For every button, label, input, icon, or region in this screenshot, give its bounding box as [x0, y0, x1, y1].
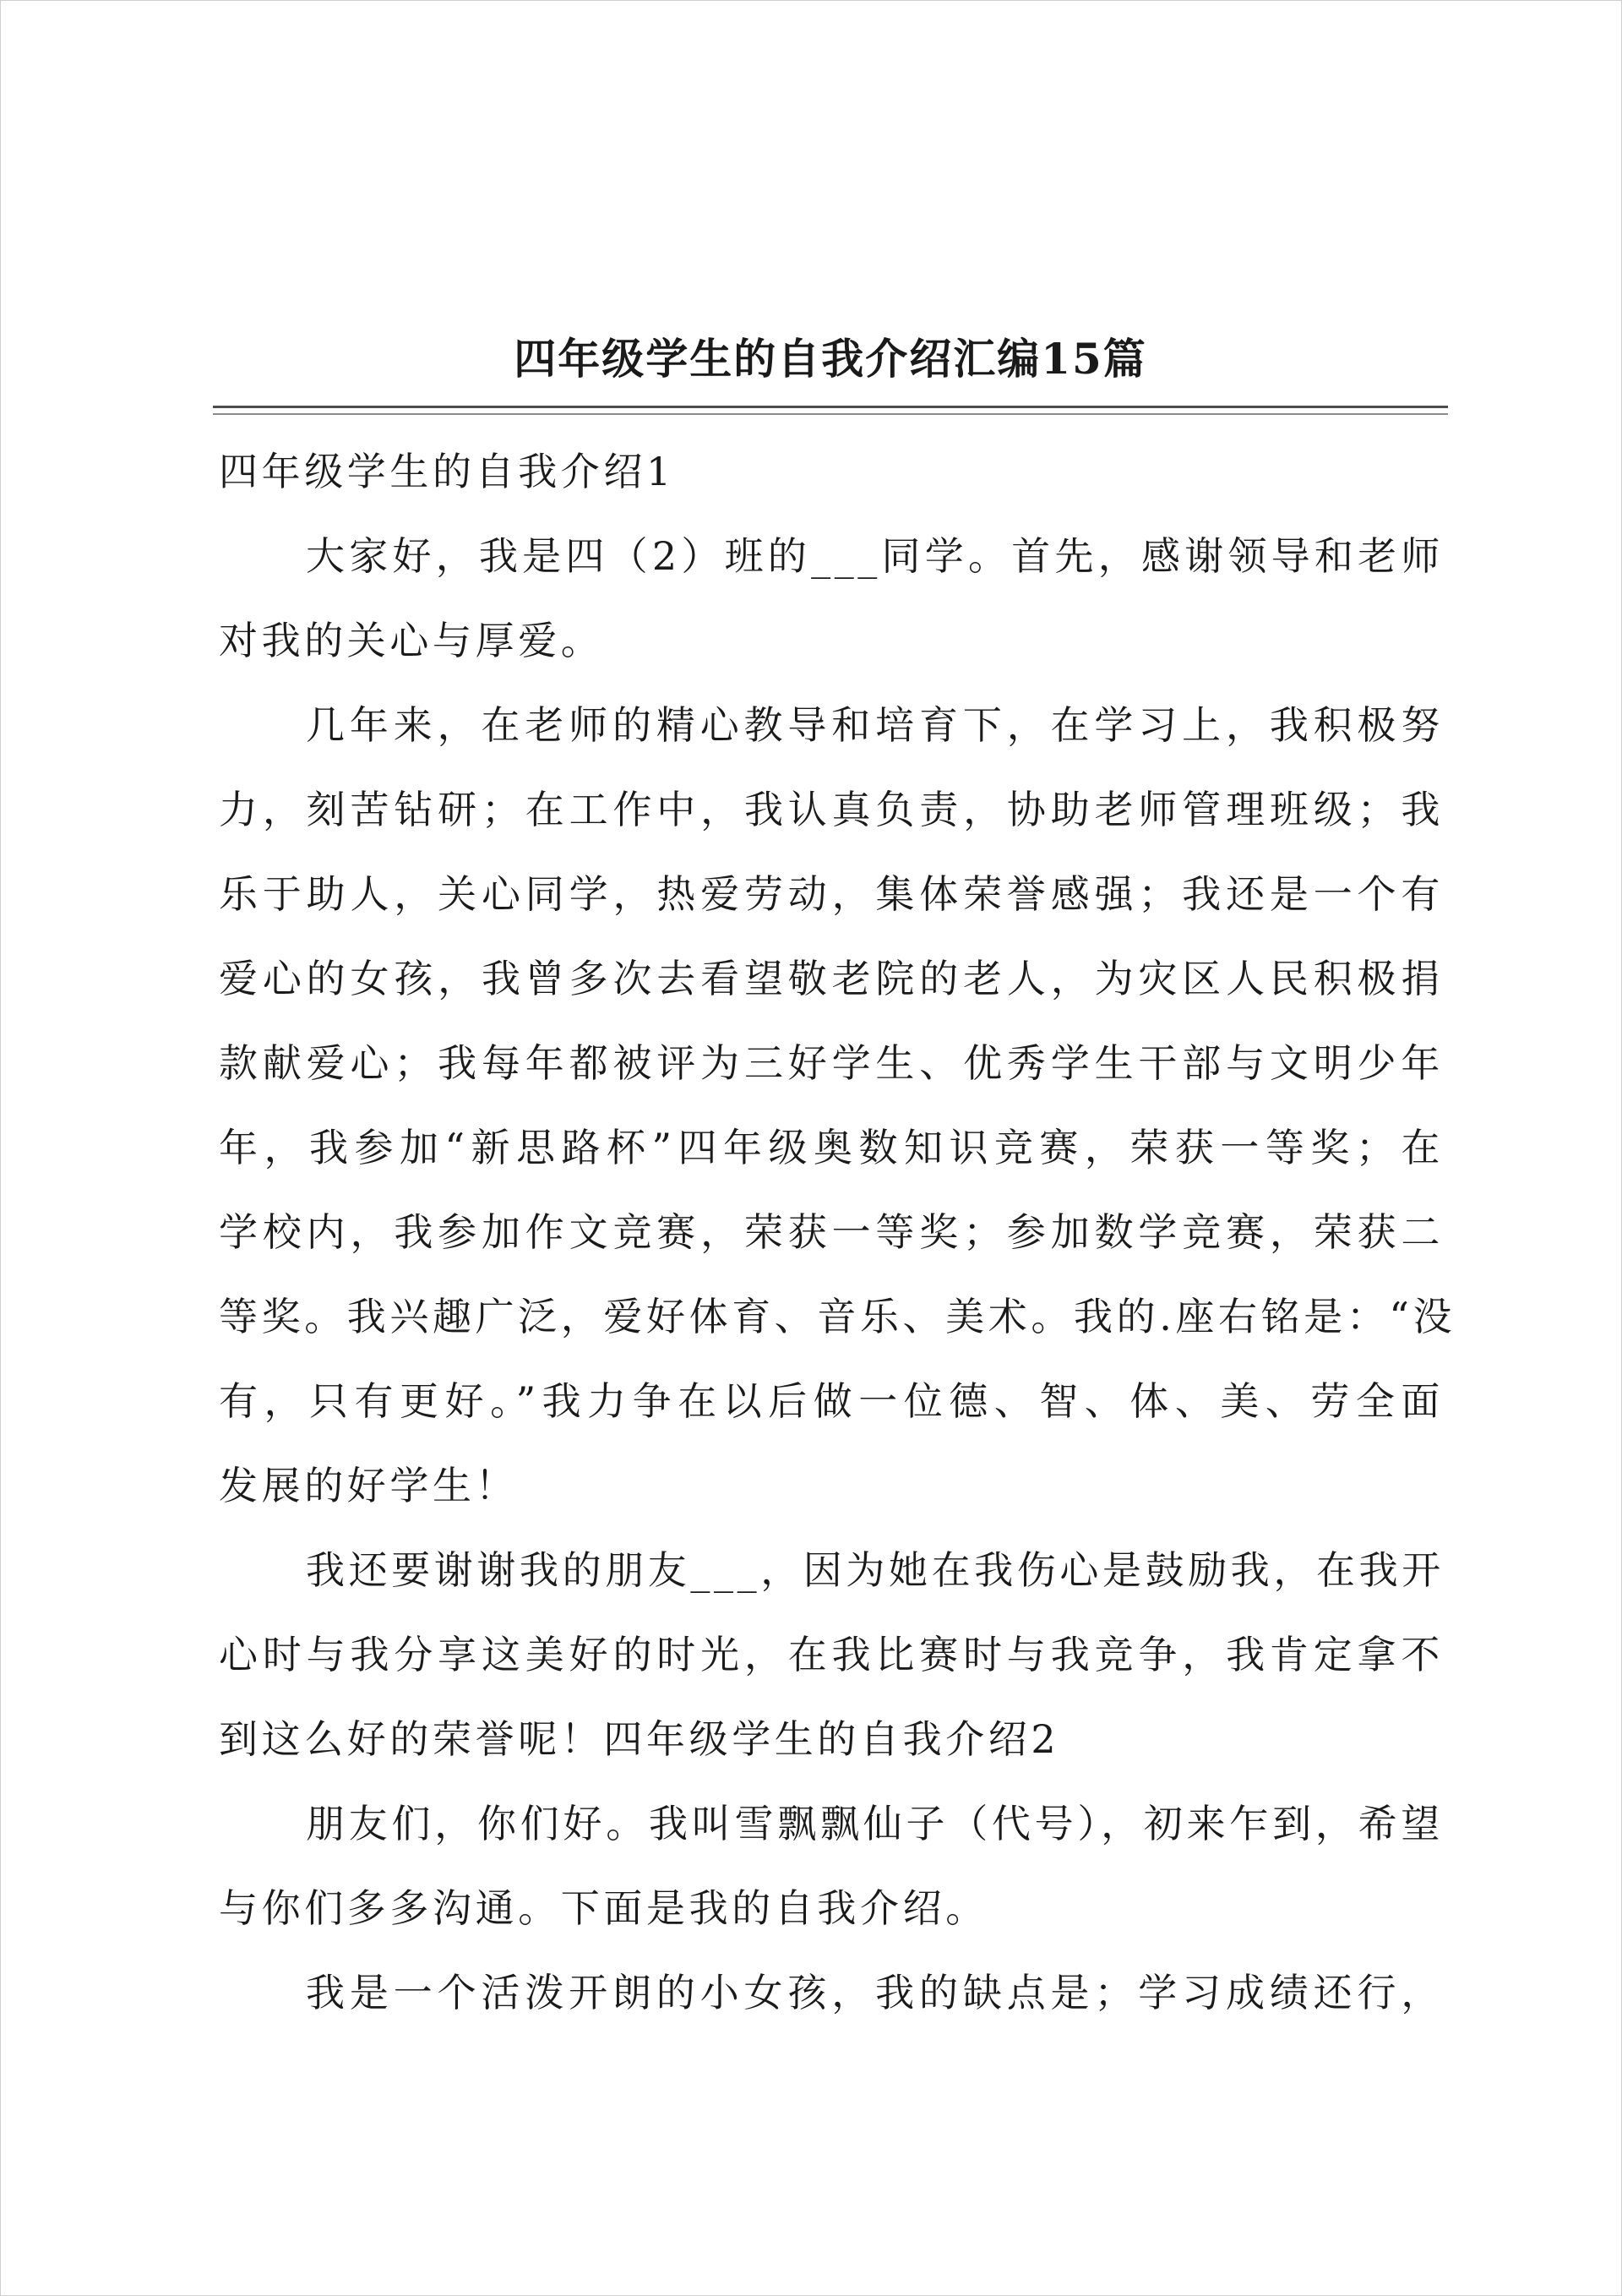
- paragraph-line: 到这么好的荣誉呢！四年级学生的自我介绍2: [219, 1716, 1060, 1762]
- paragraph-line: 心时与我分享这美好的时光，在我比赛时与我竞争，我肯定拿不: [219, 1632, 1444, 1677]
- section-heading-1: 四年级学生的自我介绍1: [219, 449, 675, 494]
- paragraph-line: 学校内，我参加作文竞赛，荣获一等奖；参加数学竞赛，荣获二: [219, 1209, 1444, 1255]
- paragraph-line: 我是一个活泼开朗的小女孩，我的缺点是；学习成绩还行，: [306, 1970, 1444, 2015]
- paragraph-line: 爱心的女孩，我曾多次去看望敬老院的老人，为灾区人民积极捐: [219, 956, 1444, 1001]
- paragraph-line: 发展的好学生！: [219, 1463, 519, 1508]
- title-double-rule: [213, 406, 1448, 415]
- paragraph-line: 乐于助人，关心同学，热爱劳动，集体荣誉感强；我还是一个有: [219, 871, 1444, 917]
- paragraph-line: 对我的关心与厚爱。: [219, 618, 604, 663]
- paragraph-line: 我还要谢谢我的朋友___，因为她在我伤心是鼓励我，在我开: [306, 1547, 1445, 1593]
- paragraph-line: 等奖。我兴趣广泛，爱好体育、音乐、美术。我的.座右铭是：“没: [219, 1294, 1456, 1339]
- paragraph-line: 年，我参加“新思路杯”四年级奥数知识竞赛，荣获一等奖；在: [219, 1125, 1444, 1170]
- paragraph-line: 几年来，在老师的精心教导和培育下，在学习上，我积极努: [306, 702, 1444, 748]
- document-title: 四年级学生的自我介绍汇编15篇: [514, 334, 1147, 384]
- paragraph-line: 与你们多多沟通。下面是我的自我介绍。: [219, 1885, 988, 1931]
- paragraph-line: 力，刻苦钻研；在工作中，我认真负责，协助老师管理班级；我: [219, 787, 1444, 832]
- paragraph-line: 大家好，我是四（2）班的___同学。首先，感谢领导和老师: [306, 533, 1444, 579]
- document-body: [219, 429, 1456, 2035]
- paragraph-line: 有，只有更好。”我力争在以后做一位德、智、体、美、劳全面: [219, 1378, 1444, 1424]
- paragraph-line: 款献爱心；我每年都被评为三好学生、优秀学生干部与文明少年: [219, 1040, 1444, 1086]
- paragraph-line: 朋友们，你们好。我叫雪飘飘仙子（代号），初来乍到，希望: [306, 1801, 1444, 1846]
